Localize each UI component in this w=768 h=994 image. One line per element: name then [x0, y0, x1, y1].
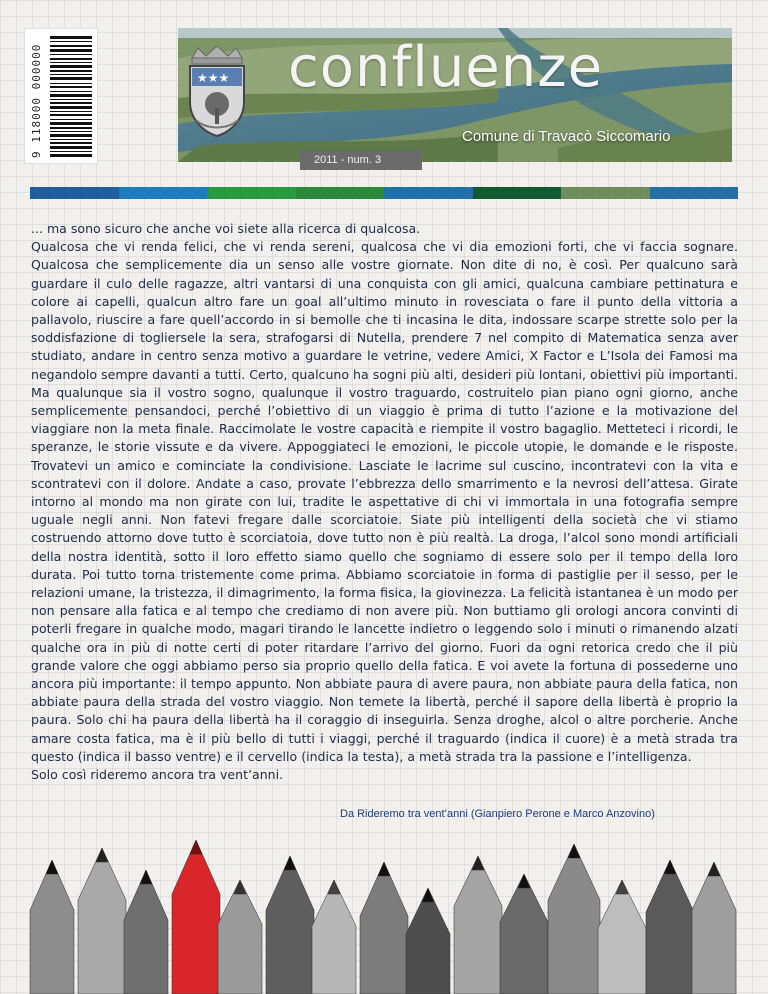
color-strip-segment	[30, 187, 119, 199]
pencils-illustration	[0, 840, 768, 994]
issue-label: 2011 - num. 3	[300, 150, 422, 170]
article-body	[31, 220, 738, 784]
municipal-crest	[184, 46, 250, 138]
color-strip-segment	[561, 187, 650, 199]
color-strip-segment	[384, 187, 473, 199]
red-pencil	[172, 840, 220, 994]
article-closing: Solo così rideremo ancora tra vent’anni.	[31, 767, 284, 783]
article-paragraph: Qualcosa che vi renda felici, che vi renda sereni, qualcosa che vi dia emozioni forti, che vi faccia sognare. Qualcosa che semplicemente dia un senso alle vostre giornate. Non dite di no, è così. Per qualcuno sarà guardare il culo delle ragazze, altri vantarsi di una conquista con gli amici, qualcuna cambiare pettinatura e colore ai capelli, qualcun altro fare un goal all’ultimo minuto in rovesciata o fare il punto della vittoria a pallavolo, riuscire a fare quell’accordo in si bemolle che ti incasina le dita, indossare scarpe strette solo per la soddisfazione di togliersele la sera, strafogarsi di Nutella, prendere 7 nel compito di Matematica senza aver studiato, andare in centro senza motivo a guardare le vetrine, vedere Amici, X Factor e L’Isola dei Famosi ma negandolo sempre davanti a tutti. Certo, qualcuno ha sogni più alti, desideri più lontani, obiettivi più importanti. Ma qualunque sia il vostro sogno, qualunque il vostro traguardo, costruitelo pian piano ogni giorno, anche semplicemente pensandoci, perché l’obiettivo di un viaggio è prima di tutto l’azione e la motivazione del viaggiare non la meta finale. Raccimolate le vostre capacità e riempite il vostro bagaglio. Metteteci i ricordi, le speranze, le storie vissute e da vivere. Appoggiateci le emozioni, le piccole utopie, le domande e le risposte. Trovatevi un amico e cominciate la condivisione. Lasciate le lacrime sul cuscino, incontratevi con la vita e scontratevi con il dolore. Andate a caso, provate l’ebbrezza dello smarrimento e la nevrosi dell’attesa. Girate intorno al mondo ma non girate con lui, tradite le aspettative di chi vi immortala in una fotografia sempre uguale negli anni. Non fatevi fregare dalle scorciatoie. Siate più intelligenti della società che vi stiamo costruendo attorno dove tutto è scorciatoia, dove tutto non è più realtà. La droga, l’alcol sono mondi artificiali della nostra identità, sotto il loro effetto siamo quello che sogniamo di essere solo per il tempo della loro durata. Poi tutto torna tristemente come prima. Abbiamo scorciatoie in forma di pastiglie per il sesso, per le relazioni umane, la tristezza, il dimagrimento, la forma fisica, la giovinezza. La felicità istantanea è un modo per non pensare alla fatica e al tempo che crediamo di non avere più. Non buttiamo gli orologi ancora convinti di poterli fregare in qualche modo, magari tirando le lancette indietro o leggendo solo i minuti o rimanendo alzati qualche ora in più di notte certi di poter ritardare l’arrivo del giorno. Fuori da ogni retorica credo che il più grande valore che oggi abbiamo perso sia proprio quello della fatica. E voi avete la fortuna di possederne uno ancora più importante: il tempo appunto. Non abbiate paura di avere paura, non abbiate paura della fatica, non abbiate paura della strada del vostro viaggio. Non temete la libertà, perché il sapore della libertà è proprio la paura. Solo chi ha paura della libertà ha il coraggio di inseguirla. Senza droghe, alcol o altre porcherie. Anche amare costa fatica, ma è il più bello di tutti i viaggi, perché il traguardo (indica il cuore) è a metà strada tra questo (indica il basso ventre) e il cervello (indica la testa), a metà strada tra la passione e l’intelligenza.	[31, 239, 738, 764]
color-strip-segment	[473, 187, 562, 199]
color-strip-segment	[207, 187, 296, 199]
barcode-bars	[50, 36, 92, 158]
color-strip-segment	[296, 187, 385, 199]
article-intro: ... ma sono sicuro che anche voi siete alla ricerca di qualcosa.	[31, 221, 421, 236]
color-strip	[30, 187, 738, 199]
source-caption: Da Rideremo tra vent’anni (Gianpiero Perone e Marco Anzovino)	[340, 808, 655, 820]
svg-text:★★★: ★★★	[197, 71, 230, 85]
magazine-title: confluenze	[288, 35, 604, 100]
municipality-subtitle: Comune di Travacò Siccomario	[462, 128, 671, 145]
barcode-number: 9 118000 000000	[30, 43, 43, 158]
color-strip-segment	[650, 187, 739, 199]
color-strip-segment	[119, 187, 208, 199]
